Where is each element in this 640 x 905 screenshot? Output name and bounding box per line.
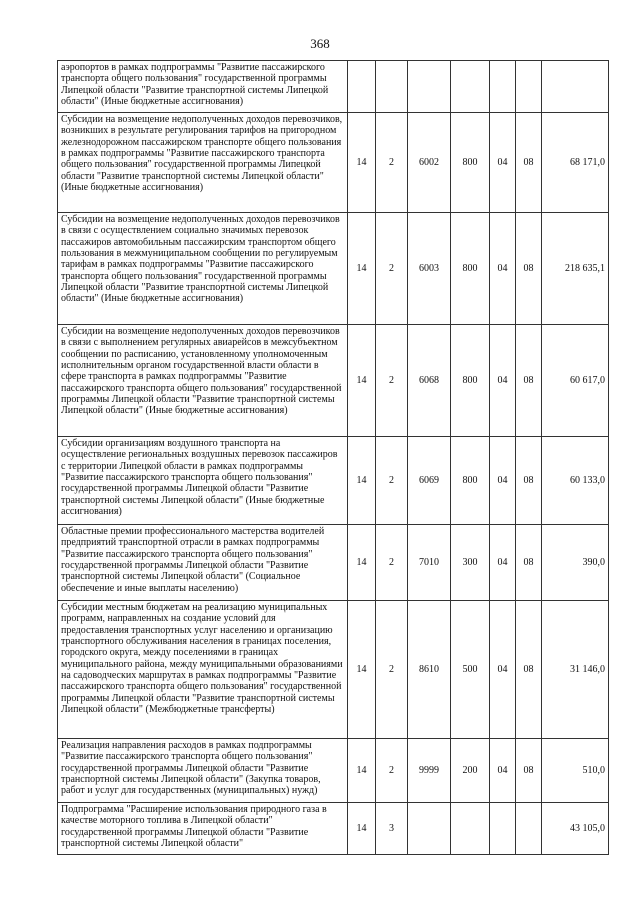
row-code-c5: 04 [490, 525, 516, 601]
row-code-c1: 14 [348, 601, 376, 739]
table-row [58, 437, 609, 525]
row-code-c4: 800 [451, 437, 490, 525]
row-code-c4 [451, 61, 490, 113]
row-code-c2: 2 [376, 739, 408, 803]
row-code-c6: 08 [516, 325, 542, 437]
row-code-c1: 14 [348, 525, 376, 601]
row-code-c4: 500 [451, 601, 490, 739]
table-row [58, 325, 609, 437]
row-code-c5: 04 [490, 601, 516, 739]
row-code-c3: 6002 [408, 113, 451, 213]
row-code-c6: 08 [516, 113, 542, 213]
row-code-c5: 04 [490, 437, 516, 525]
row-description: Субсидии на возмещение недополученных доходов перевозчиков в связи с выполнением регулярных авиарейсов в межсубъектном сообщении по расписанию, установленному уполномоченным исполнительным органом государственной власти области в сфере транспорта в рамках подпрограммы "Развитие пассажирского транспорта общего пользования" государственной программы Липецкой области "Развитие транспортной системы Липецкой области" (Иные бюджетные ассигнования) [58, 325, 348, 437]
budget-table [57, 60, 609, 855]
row-code-c3: 7010 [408, 525, 451, 601]
row-code-c2: 3 [376, 803, 408, 855]
row-amount: 390,0 [542, 525, 609, 601]
row-code-c3: 9999 [408, 739, 451, 803]
row-code-c5: 04 [490, 739, 516, 803]
row-amount: 218 635,1 [542, 213, 609, 325]
row-description: Областные премии профессионального мастерства водителей предприятий транспортной отрасли в рамках подпрограммы "Развитие пассажирского транспорта общего пользования" государственной программы Липецкой области "Развитие транспортной системы Липецкой области" (Социальное обеспечение и иные выплаты населению) [58, 525, 348, 601]
row-code-c2 [376, 61, 408, 113]
row-amount: 60 133,0 [542, 437, 609, 525]
row-code-c2: 2 [376, 213, 408, 325]
table-row [58, 739, 609, 803]
row-description: Субсидии местным бюджетам на реализацию муниципальных программ, направленных на создание условий для предоставления транспортных услуг населению и организацию транспортного обслуживания населения в границах поселения, городского округа, между поселениями в границах муниципального района, между муниципальными образованиями на садоводческих маршрутах в рамках подпрограммы "Развитие пассажирского транспорта общего пользования" государственной программы Липецкой области "Развитие транспортной системы Липецкой области" (Межбюджетные трансферты) [58, 601, 348, 739]
table-row [58, 213, 609, 325]
row-amount: 43 105,0 [542, 803, 609, 855]
row-code-c3: 6068 [408, 325, 451, 437]
row-code-c2: 2 [376, 113, 408, 213]
row-code-c6 [516, 803, 542, 855]
row-code-c1: 14 [348, 213, 376, 325]
table-row [58, 601, 609, 739]
row-amount: 31 146,0 [542, 601, 609, 739]
row-code-c5 [490, 803, 516, 855]
row-amount: 68 171,0 [542, 113, 609, 213]
row-amount [542, 61, 609, 113]
row-code-c3: 6003 [408, 213, 451, 325]
row-code-c1: 14 [348, 803, 376, 855]
row-code-c6 [516, 61, 542, 113]
row-description: аэропортов в рамках подпрограммы "Развитие пассажирского транспорта общего пользования" государственной программы Липецкой области "Развитие транспортной системы Липецкой области" (Иные бюджетные ассигнования) [58, 61, 348, 113]
row-code-c6: 08 [516, 739, 542, 803]
row-code-c1 [348, 61, 376, 113]
table-row [58, 61, 609, 113]
table-row [58, 803, 609, 855]
row-code-c3: 6069 [408, 437, 451, 525]
row-amount: 510,0 [542, 739, 609, 803]
row-code-c3 [408, 61, 451, 113]
row-description: Подпрограмма "Расширение использования природного газа в качестве моторного топлива в Липецкой области" государственной программы Липецкой области "Развитие транспортной системы Липецкой области" [58, 803, 348, 855]
row-code-c4: 200 [451, 739, 490, 803]
row-code-c5: 04 [490, 325, 516, 437]
row-code-c2: 2 [376, 325, 408, 437]
row-description: Субсидии на возмещение недополученных доходов перевозчиков, возникших в результате регулирования тарифов на пригородном железнодорожном пассажирском транспорте общего пользования в рамках подпрограммы "Развитие пассажирского транспорта общего пользования" государственной программы Липецкой области "Развитие транспортной системы Липецкой области" (Иные бюджетные ассигнования) [58, 113, 348, 213]
row-code-c3 [408, 803, 451, 855]
row-code-c6: 08 [516, 213, 542, 325]
row-amount: 60 617,0 [542, 325, 609, 437]
row-code-c2: 2 [376, 437, 408, 525]
row-code-c3: 8610 [408, 601, 451, 739]
row-code-c4: 800 [451, 325, 490, 437]
row-code-c1: 14 [348, 739, 376, 803]
row-code-c5: 04 [490, 213, 516, 325]
page-number: 368 [310, 36, 330, 51]
table-row [58, 113, 609, 213]
row-code-c5 [490, 61, 516, 113]
row-code-c4: 800 [451, 213, 490, 325]
row-code-c1: 14 [348, 325, 376, 437]
row-code-c6: 08 [516, 601, 542, 739]
row-description: Субсидии организациям воздушного транспорта на осуществление региональных воздушных перевозок пассажиров с территории Липецкой области в рамках подпрограммы "Развитие пассажирского транспорта общего пользования" государственной программы Липецкой области "Развитие транспортной системы Липецкой области" (Иные бюджетные ассигнования) [58, 437, 348, 525]
row-code-c6: 08 [516, 437, 542, 525]
row-code-c1: 14 [348, 113, 376, 213]
row-code-c4: 300 [451, 525, 490, 601]
row-code-c1: 14 [348, 437, 376, 525]
row-description: Субсидии на возмещение недополученных доходов перевозчиков в связи с осуществлением социально значимых перевозок пассажиров автомобильным пассажирским транспортом общего пользования в межмуниципальном сообщении по регулируемым тарифам в рамках подпрограммы "Развитие пассажирского транспорта общего пользования" государственной программы Липецкой области "Развитие транспортной системы Липецкой области" (Иные бюджетные ассигнования) [58, 213, 348, 325]
row-code-c4: 800 [451, 113, 490, 213]
row-code-c6: 08 [516, 525, 542, 601]
row-code-c2: 2 [376, 601, 408, 739]
row-code-c4 [451, 803, 490, 855]
row-code-c5: 04 [490, 113, 516, 213]
row-description: Реализация направления расходов в рамках подпрограммы "Развитие пассажирского транспорта общего пользования" государственной программы Липецкой области "Развитие транспортной системы Липецкой области" (Закупка товаров, работ и услуг для государственных (муниципальных) нужд) [58, 739, 348, 803]
table-row [58, 525, 609, 601]
row-code-c2: 2 [376, 525, 408, 601]
